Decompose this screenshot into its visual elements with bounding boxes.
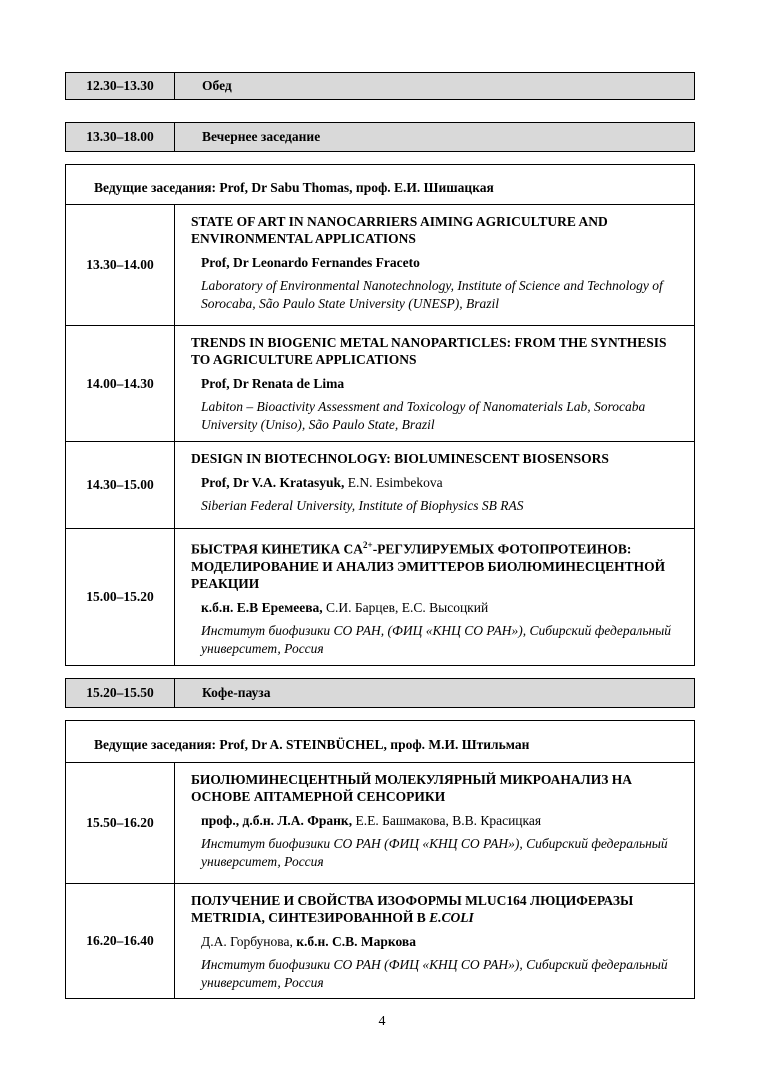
spacer [65,164,695,172]
session-chairs: Ведущие заседания: Prof, Dr Sabu Thomas, проф. Е.И. Шишацкая [65,172,695,204]
talk-affiliation: Laboratory of Environmental Nanotechnology, Institute of Science and Technology of Sorocaba, São Paulo State University (UNESP), Brazil [201,278,663,311]
talk-affiliation: Институт биофизики СО РАН (ФИЦ «КНЦ СО РАН»), Сибирский федеральный университет, Россия [201,957,668,990]
spacer [65,720,695,728]
table-row [66,205,694,325]
session-time: 13.30–18.00 [66,123,175,151]
talk-affiliation: Институт биофизики СО РАН, (ФИЦ «КНЦ СО РАН»), Сибирский федеральный университет, Россия [201,622,672,656]
page-number: 4 [378,1014,386,1029]
table-row [66,325,694,441]
program-table-1 [65,204,695,666]
program-table-2 [65,762,695,999]
break-label: Обед [202,78,232,93]
session-chairs: Ведущие заседания: Prof, Dr A. STEINBÜCHEL, проф. М.И. Штильман [65,728,695,762]
presenter: к.б.н. Е.В Еремеева, [201,599,323,615]
break-time: 12.30–13.30 [66,73,175,99]
talk-time: 16.20–16.40 [66,884,175,998]
talk-title: DESIGN IN BIOTECHNOLOGY: BIOLUMINESCENT BIOSENSORS [191,451,609,466]
talk-title: БИОЛЮМИНЕСЦЕНТНЫЙ МОЛЕКУЛЯРНЫЙ МИКРОАНАЛИЗ НА ОСНОВЕ АПТАМЕРНОЙ СЕНСОРИКИ [191,772,632,804]
talk-authors [191,812,684,829]
break-row-lunch [65,72,695,100]
title-italic: E.COLI [429,910,474,925]
talk-affiliation: Siberian Federal University, Institute of Biophysics SB RAS [201,498,524,513]
talk-title [191,537,684,592]
talk-title: STATE OF ART IN NANOCARRIERS AIMING AGRICULTURE AND ENVIRONMENTAL APPLICATIONS [191,214,608,246]
talk-title: TRENDS IN BIOGENIC METAL NANOPARTICLES: FROM THE SYNTHESIS TO AGRICULTURE APPLICATIONS [191,335,667,367]
table-row [66,883,694,998]
table-row [66,763,694,883]
coauthors: С.И. Барцев, Е.С. Высоцкий [322,599,489,615]
session-header [65,122,695,152]
talk-authors [191,933,684,950]
presenter: проф., д.б.н. Л.А. Франк, [201,813,353,828]
talk-affiliation: Институт биофизики СО РАН (ФИЦ «КНЦ СО РАН»), Сибирский федеральный университет, Россия [201,836,668,869]
presenter: Prof, Dr Renata de Lima [201,376,345,391]
talk-time: 15.00–15.20 [66,529,175,665]
presenter: к.б.н. С.В. Маркова [296,934,416,949]
talk-authors [191,599,684,616]
presenter: Prof, Dr Leonardo Fernandes Fraceto [201,255,420,270]
title-superscript: 2+ [363,540,373,550]
table-row [66,441,694,528]
talk-authors [191,474,684,491]
session-label: Вечернее заседание [202,129,321,144]
coauthors: Е.Е. Башмакова, В.В. Красицкая [352,813,542,828]
talk-affiliation: Labiton – Bioactivity Assessment and Toxicology of Nanomaterials Lab, Sorocaba University (Uniso), São Paulo State, Brazil [201,399,646,432]
title-part: БЫСТРАЯ КИНЕТИКА CA [191,541,364,557]
presenter: Prof, Dr V.A. Kratasyuk, [201,475,345,490]
break-time: 15.20–15.50 [66,679,175,707]
break-row-coffee [65,678,695,708]
break-label: Кофе-пауза [202,685,271,700]
title-part: ПОЛУЧЕНИЕ И СВОЙСТВА ИЗОФОРМЫ MLUC164 ЛЮЦИФЕРАЗЫ METRIDIA, СИНТЕЗИРОВАННОЙ В [191,893,634,925]
talk-time: 15.50–16.20 [66,763,175,883]
title-part: -РЕГУЛИРУЕМЫХ ФОТОПРОТЕИНОВ: МОДЕЛИРОВАНИЕ И АНАЛИЗ ЭМИТТЕРОВ БИОЛЮМИНЕСЦЕНТНОЙ РЕАКЦИИ [191,541,666,591]
coauthors: Д.А. Горбунова, [201,934,297,949]
talk-authors [191,375,684,392]
talk-title [191,892,684,926]
coauthors: E.N. Esimbekova [344,475,443,490]
table-row [66,528,694,665]
talk-time: 14.30–15.00 [66,442,175,528]
talk-authors [191,254,684,271]
talk-time: 14.00–14.30 [66,326,175,441]
talk-time: 13.30–14.00 [66,205,175,325]
